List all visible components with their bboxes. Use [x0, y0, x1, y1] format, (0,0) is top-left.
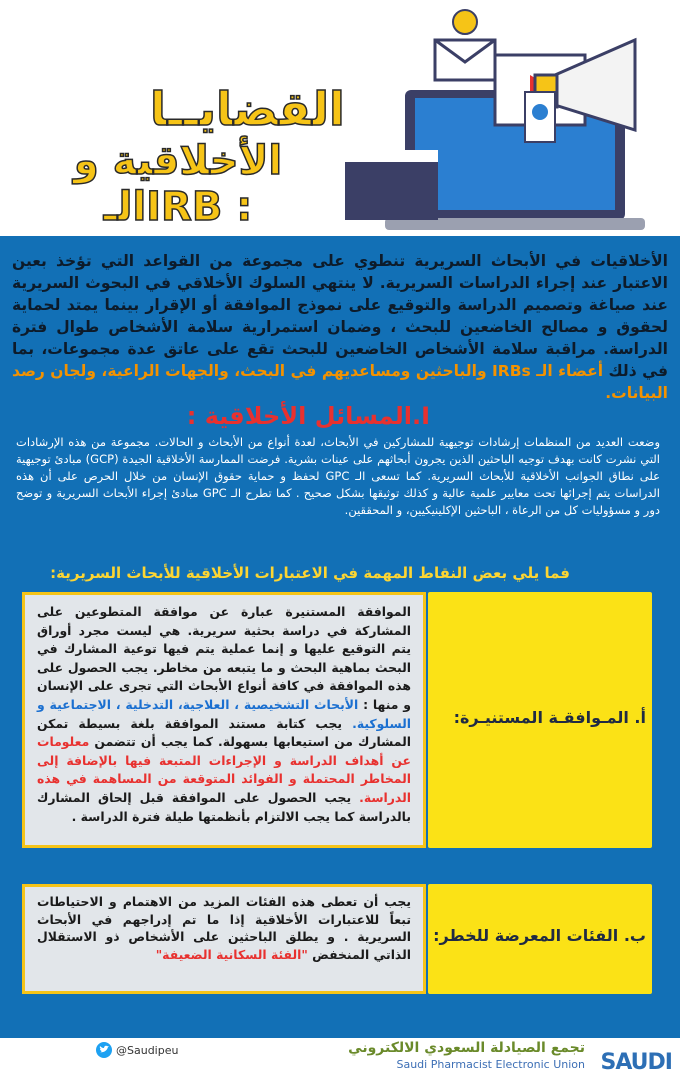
vulnerable-groups-text-box [22, 884, 426, 994]
content-panel [0, 236, 680, 1038]
org-logo: SAUDI [600, 1050, 672, 1075]
informed-consent-text-part1: الموافقة المستنيرة عبارة عن موافقة المتطوعين على المشاركة في دراسة بحثية سريرية. هي ليست مجرد أوراق يتم التوقيع عليها و إنما عملية يتم فيها توعية المشارك في البحث بماهية البحث و ما يتبعه من مخاطر. يجب الحصول على هذه الموافقة في كافة أنواع الأبحاث التي تجرى على الإنسان و منها : [37, 604, 411, 712]
vulnerable-groups-label-box [428, 884, 652, 994]
twitter-icon [96, 1042, 112, 1058]
marketing-illustration [345, 0, 680, 236]
informed-consent-text-box [22, 592, 426, 848]
intro-text: الأخلاقيات في الأبحاث السريرية تنطوي على مجموعة من القواعد التي تؤخذ بعين الاعتبار عند إجراء الدراسات السريرية. لا ينتهي السلوك الأخلاقي في البحوث السريرية عند صياغة وتصميم الدراسة والتوقيع على نموذج الموافقة أو الإقرار بينما يمتد لحماية لحقوق و مصالح الخاضعين للبحث ، وضمان استمرارية سلامة الأشخاص طوال فترة الدراسة. مراقبة سلامة الأشخاص الخاضعين للبحث تقع على عاتق عدة مجموعات، بما في ذلك [12, 252, 668, 380]
vulnerable-groups-text-part1: يجب أن تعطى هذه الفئات المزيد من الاهتمام و الاحتياطات تبعاً للاعتبارات الأخلاقية إذا ما تم إدراجهم في الأبحاث السريرية . و يطلق الباحثين على الأشخاص ذو الاستقلال الذاتي المنخفض [37, 894, 411, 962]
informed-consent-label: أ. المـوافقـة المستنيـرة: [453, 708, 646, 727]
points-heading: فما يلي بعض النقاط المهمة في الاعتبارات الأخلاقية للأبحاث السريرية: [50, 564, 570, 582]
informed-consent-text-part2: يجب كتابة مستند الموافقة بلغة بسيطة تمكن المشارك من استيعابها بسهولة. كما يجب أن تتضمن [37, 715, 411, 750]
informed-consent-text [37, 603, 411, 826]
footer [0, 1038, 680, 1077]
vulnerable-groups-highlight: "الفئة السكانية الضعيفة" [155, 946, 308, 962]
twitter-link[interactable] [96, 1042, 178, 1058]
informed-consent-text-part3: يجب الحصول على الموافقة قبل إلحاق المشارك بالدراسة كما يجب الالتزام بأنظمتها طيلة فترة الدراسة . [37, 789, 411, 824]
section-title: I.المسائل الأخلاقية : [186, 402, 430, 430]
vulnerable-groups-label: ب. الفئات المعرضة للخطر: [433, 926, 646, 945]
coin-icon [453, 10, 477, 34]
twitter-handle: @Saudipeu [116, 1043, 179, 1057]
informed-consent-research-types: الأبحاث التشخيصية ، العلاجية، التدخلية ، الاجتماعية و السلوكية. [37, 696, 411, 731]
vulnerable-groups-text [37, 893, 411, 963]
org-name-arabic: تجمع الصيادلة السعودي الالكتروني [348, 1040, 585, 1056]
section-body: وضعت العديد من المنظمات إرشادات توجيهية للمشاركين في الأبحاث، لعدة أنواع من الأبحاث و الحالات. مجموعة من هذه الإرشادات التي نشرت كانت بهدف توجيه الباحثين الذين يجرون أبحاثهم على عينات بشرية. فرضت الممارسة الأخلاقية الجيدة (GCP) مبادئ توجيهية على نطاق الجوانب الأخلاقية للأبحاث السريرية. كما تسعى الـ GPC لحفظ و حماية حقوق الإنسان من خلال الحرص على أن هذه الدراسات يتم إجرائها تحت معايير علمية عالية و كذلك توثيقها بشكل صحيح . كما تطرح الـ GPC مبادئ إجراء الأبحاث السريرية و توضح دور و مسؤوليات كل من الرعاة ، الباحثين الإكلينيكيين، و المحققين. [16, 435, 661, 517]
title-line-2: الأخلاقية و الـIRB : [73, 138, 283, 230]
intro-paragraph [12, 250, 668, 404]
header [0, 0, 680, 236]
informed-consent-highlight: معلومات عن أهداف الدراسة و الإجراءات المتبعة فيها بالإضافة إلى المخاطر المحتملة و الفوائد المتوقعة من المساهمة في هذه الدراسة. [37, 734, 411, 805]
title-line-1: القضايــا [150, 82, 345, 136]
intro-highlight: أعضاء الـ IRBs والباحثين ومساعديهم في البحث، والجهات الراعية، ولجان رصد البيانات. [12, 362, 668, 402]
informed-consent-label-box [428, 592, 652, 848]
org-name-english: Saudi Pharmacist Electronic Union [396, 1058, 585, 1071]
